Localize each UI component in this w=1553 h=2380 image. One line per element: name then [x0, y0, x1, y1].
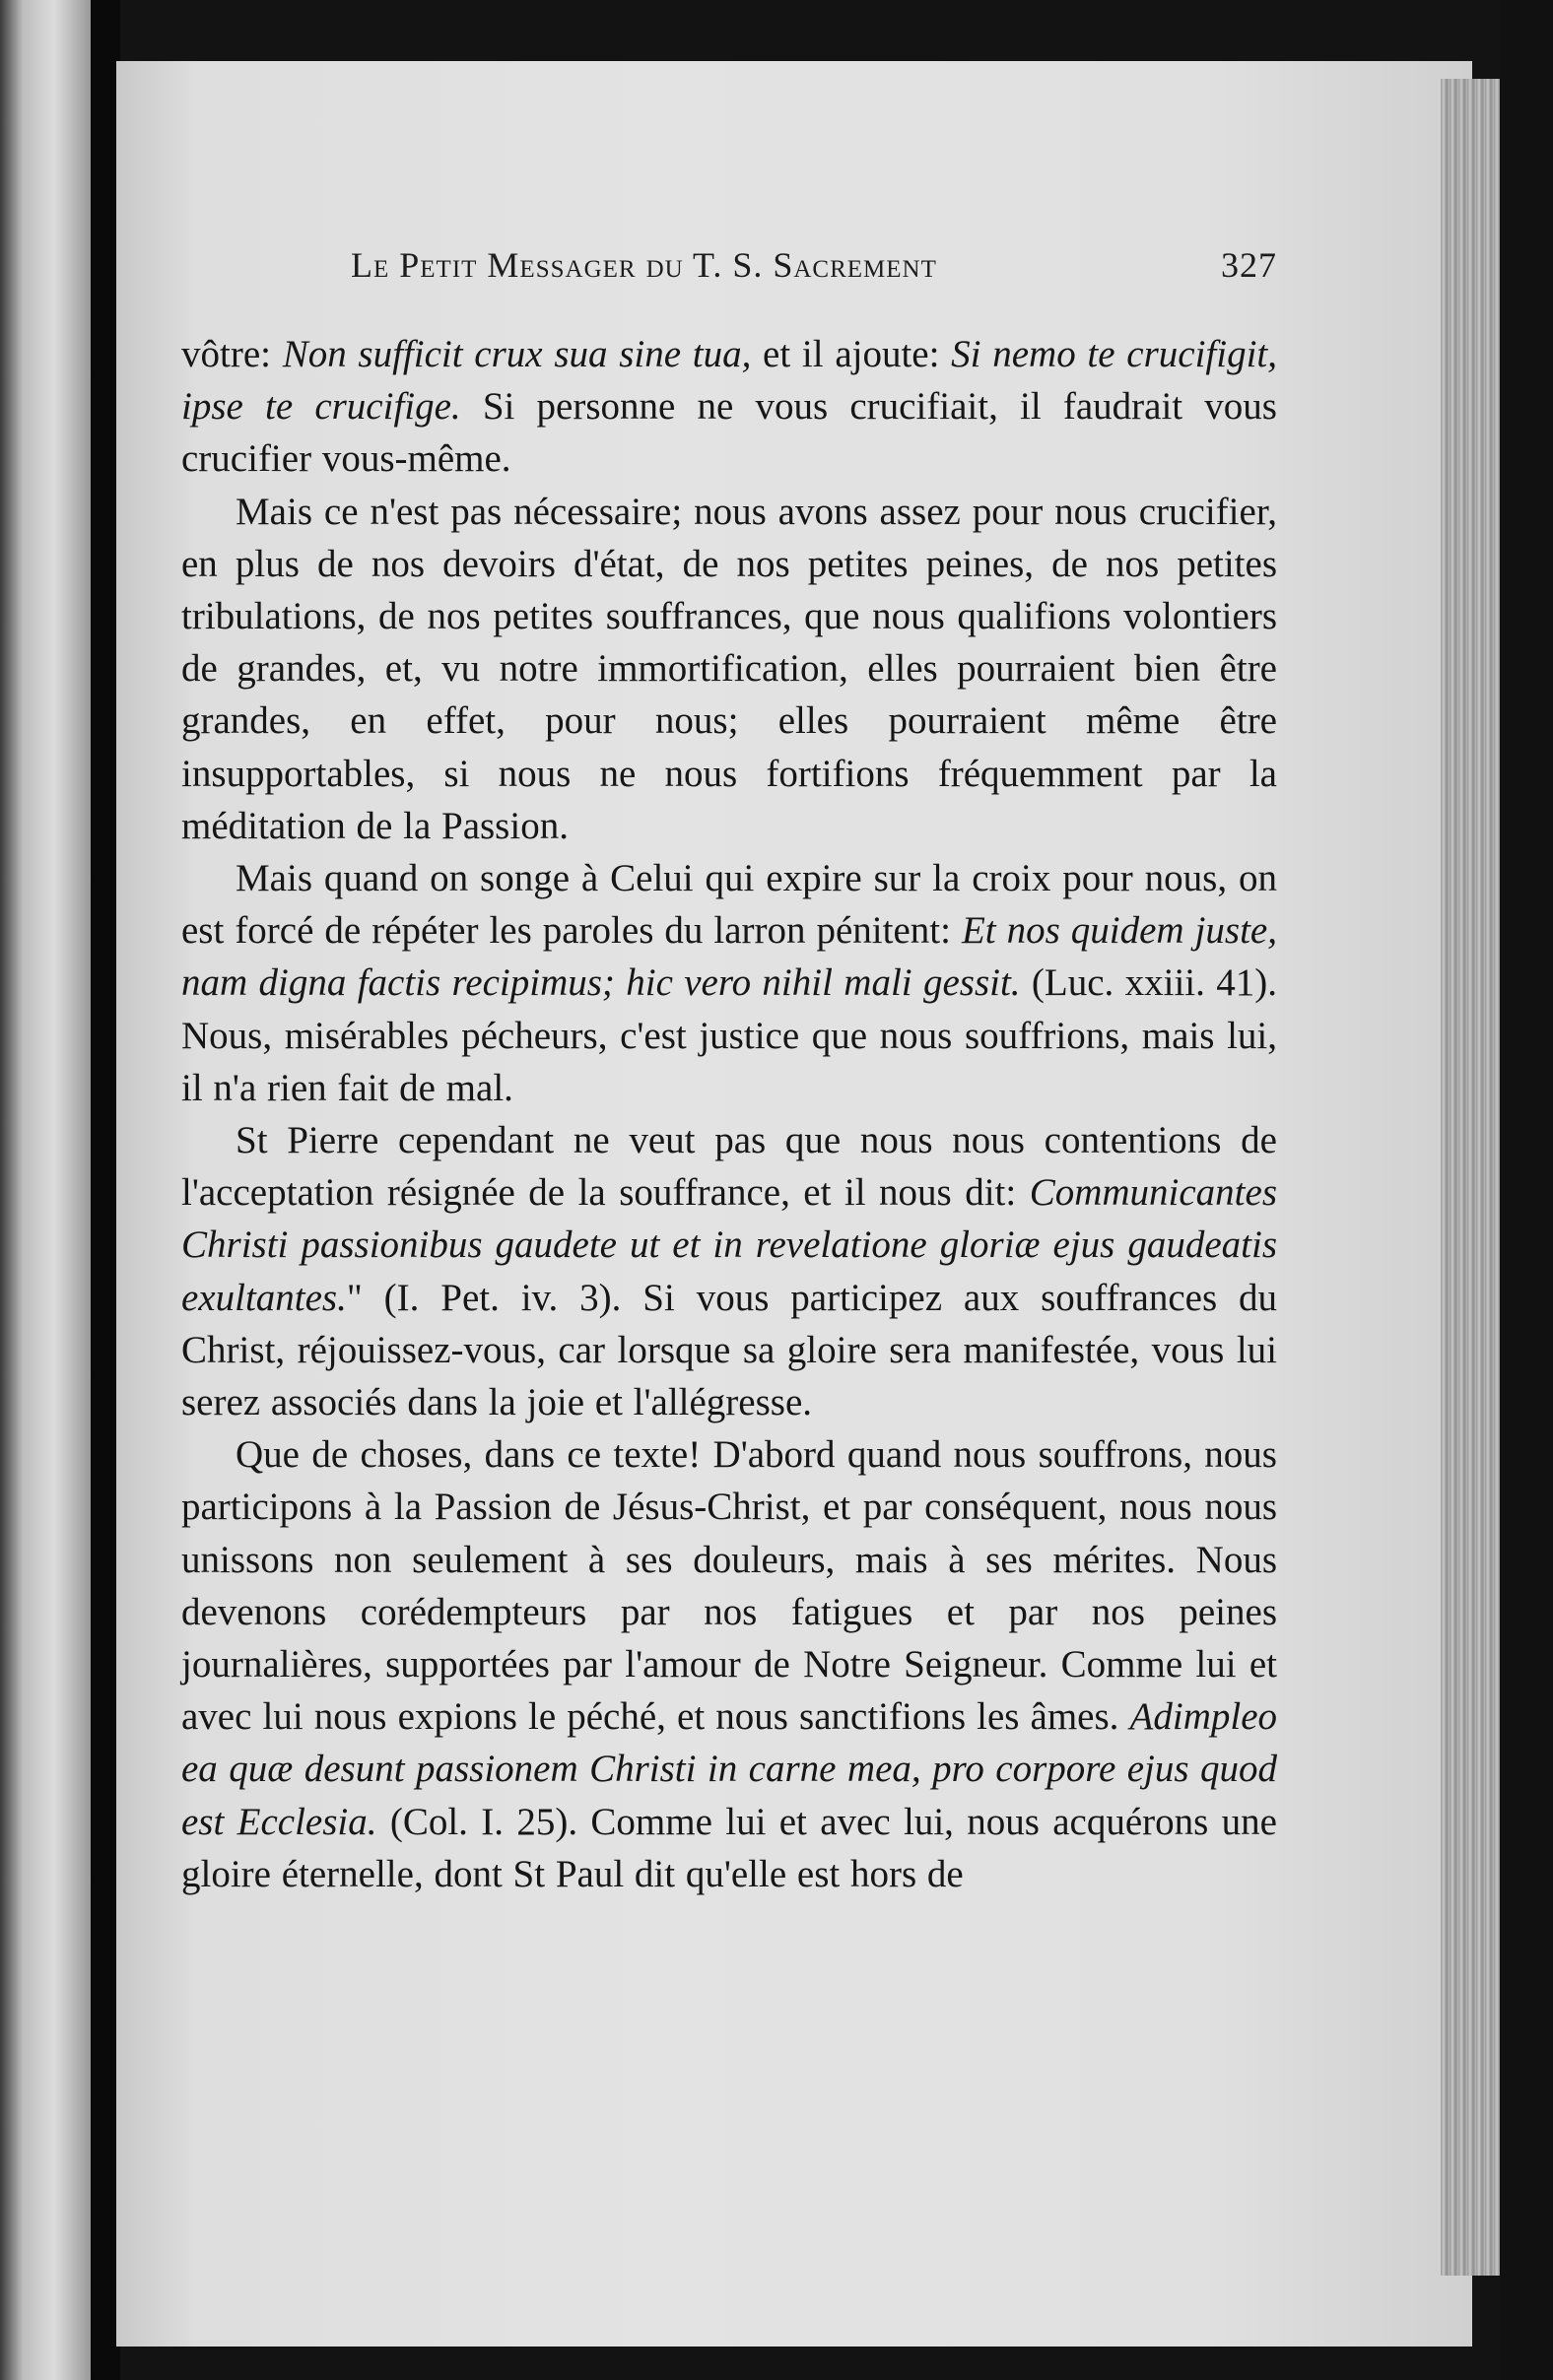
page-stack-edge — [1441, 79, 1500, 2276]
latin-quote: Communicantes Christi passionibus gaudete ut et in revelatione gloriæ ejus gaudeatis exultantes. — [181, 1171, 1277, 1319]
page-number: 327 — [1221, 245, 1277, 285]
paragraph-1 — [181, 328, 1277, 486]
latin-quote: Et nos quidem juste, nam digna factis recipimus; hic vero nihil mali gessit. — [181, 909, 1277, 1005]
running-header — [351, 244, 1277, 303]
body-text — [181, 328, 1277, 1900]
text-run: vôtre: — [181, 333, 283, 375]
scan-background — [1500, 0, 1553, 2380]
latin-quote: Non sufficit crux sua sine tua, — [282, 333, 752, 375]
paragraph-2 — [181, 486, 1277, 852]
text-run: et il ajoute: — [751, 333, 952, 375]
text-run: (Luc. xxiii. 41). Nous, misérables pécheurs, c'est justice que nous souffrions, mais lui, il n'a rien fait de mal. — [181, 961, 1277, 1109]
running-title: Le Petit Messager du T. S. Sacrement — [351, 245, 937, 285]
text-run: (Col. I. 25). Comme lui et avec lui, nous acquérons une gloire éternelle, dont St Paul dit qu'elle est hors de — [181, 1800, 1277, 1895]
text-run: Que de choses, dans ce texte! D'abord quand nous souffrons, nous participons à la Passion de Jésus-Christ, et par conséquent, nous nous unissons non seulement à ses douleurs, mais à ses mérites. Nous devenons corédempteurs par nos fatigues et par nos peines journalières, supportées par l'amour de Notre Seigneur. Comme lui et avec lui nous expions le péché, et nous sanctifions les âmes. — [181, 1433, 1277, 1739]
latin-quote: Si nemo te crucifigit, ipse te crucifige. — [181, 333, 1278, 429]
paragraph-3 — [181, 852, 1277, 1114]
text-run: Mais ce n'est pas nécessaire; nous avons assez pour nous crucifier, en plus de nos devoirs d'état, de nos petites peines, de nos petites tribulations, de nos petites souffrances, que nous qualifions volontiers de grandes, et, vu notre immortification, elles pourraient bien être grandes, en effet, pour nous; elles pourraient même être insupportables, si nous ne nous fortifions fréquemment par la méditation de la Passion. — [181, 490, 1277, 847]
paragraph-5 — [181, 1428, 1277, 1900]
text-run: " (I. Pet. iv. 3). Si vous participez aux souffrances du Christ, réjouissez-vous, car lorsque sa gloire sera manifestée, vous lui serez associés dans la joie et l'allégresse. — [181, 1276, 1277, 1424]
text-run: Mais quand on songe à Celui qui expire sur la croix pour nous, on est forcé de répéter les paroles du larron pénitent: — [181, 857, 1277, 953]
text-run: Si personne ne vous crucifiait, il faudrait vous crucifier vous-même. — [181, 385, 1277, 481]
latin-quote: Adimpleo ea quæ desunt passionem Christi in carne mea, pro corpore ejus quod est Ecclesia. — [181, 1695, 1277, 1843]
facing-page-edge — [0, 0, 91, 2380]
paragraph-4 — [181, 1114, 1277, 1428]
text-run: St Pierre cependant ne veut pas que nous nous contentions de l'acceptation résignée de la souffrance, et il nous dit: — [181, 1119, 1277, 1215]
